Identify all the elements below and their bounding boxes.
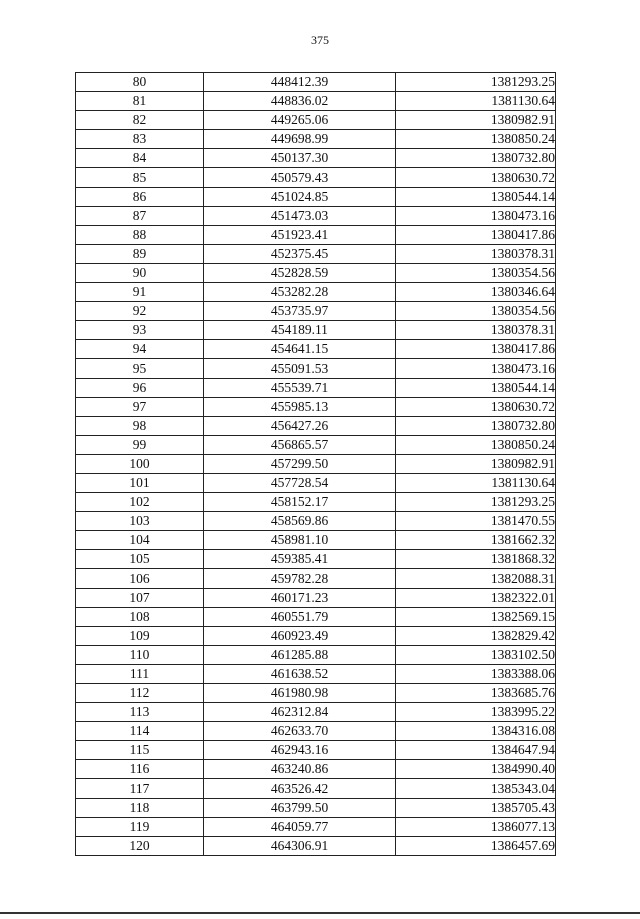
x-coordinate-cell: 460551.79: [204, 607, 396, 626]
table-row: [76, 225, 556, 244]
point-number-cell: 83: [76, 130, 204, 149]
y-coordinate-cell: 1386457.69: [396, 836, 556, 855]
table-row: [76, 512, 556, 531]
table-row: [76, 244, 556, 263]
y-coordinate-cell: 1380354.56: [396, 263, 556, 282]
point-number-cell: 92: [76, 302, 204, 321]
y-coordinate-cell: 1380417.86: [396, 225, 556, 244]
x-coordinate-cell: 458981.10: [204, 531, 396, 550]
point-number-cell: 118: [76, 798, 204, 817]
x-coordinate-cell: 452828.59: [204, 263, 396, 282]
y-coordinate-cell: 1381293.25: [396, 493, 556, 512]
y-coordinate-cell: 1382322.01: [396, 588, 556, 607]
point-number-cell: 105: [76, 550, 204, 569]
x-coordinate-cell: 457299.50: [204, 454, 396, 473]
y-coordinate-cell: 1384647.94: [396, 741, 556, 760]
point-number-cell: 112: [76, 684, 204, 703]
table-row: [76, 340, 556, 359]
point-number-cell: 94: [76, 340, 204, 359]
table-row: [76, 206, 556, 225]
table-row: [76, 283, 556, 302]
x-coordinate-cell: 461638.52: [204, 664, 396, 683]
table-row: [76, 741, 556, 760]
table-row: [76, 493, 556, 512]
x-coordinate-cell: 459782.28: [204, 569, 396, 588]
x-coordinate-cell: 449698.99: [204, 130, 396, 149]
table-row: [76, 435, 556, 454]
y-coordinate-cell: 1383102.50: [396, 645, 556, 664]
y-coordinate-cell: 1384316.08: [396, 722, 556, 741]
y-coordinate-cell: 1386077.13: [396, 817, 556, 836]
x-coordinate-cell: 448836.02: [204, 92, 396, 111]
table-row: [76, 130, 556, 149]
page-bottom-border: [0, 912, 640, 914]
x-coordinate-cell: 464306.91: [204, 836, 396, 855]
point-number-cell: 84: [76, 149, 204, 168]
point-number-cell: 81: [76, 92, 204, 111]
table-row: [76, 454, 556, 473]
table-row: [76, 779, 556, 798]
y-coordinate-cell: 1385705.43: [396, 798, 556, 817]
point-number-cell: 113: [76, 703, 204, 722]
y-coordinate-cell: 1381868.32: [396, 550, 556, 569]
y-coordinate-cell: 1380630.72: [396, 397, 556, 416]
y-coordinate-cell: 1381130.64: [396, 473, 556, 492]
y-coordinate-cell: 1380473.16: [396, 359, 556, 378]
point-number-cell: 103: [76, 512, 204, 531]
y-coordinate-cell: 1383995.22: [396, 703, 556, 722]
point-number-cell: 98: [76, 416, 204, 435]
table-row: [76, 321, 556, 340]
point-number-cell: 97: [76, 397, 204, 416]
x-coordinate-cell: 462633.70: [204, 722, 396, 741]
y-coordinate-cell: 1380850.24: [396, 130, 556, 149]
y-coordinate-cell: 1381130.64: [396, 92, 556, 111]
point-number-cell: 115: [76, 741, 204, 760]
point-number-cell: 88: [76, 225, 204, 244]
point-number-cell: 119: [76, 817, 204, 836]
y-coordinate-cell: 1380378.31: [396, 321, 556, 340]
y-coordinate-cell: 1381470.55: [396, 512, 556, 531]
table-row: [76, 473, 556, 492]
point-number-cell: 107: [76, 588, 204, 607]
point-number-cell: 89: [76, 244, 204, 263]
x-coordinate-cell: 457728.54: [204, 473, 396, 492]
point-number-cell: 91: [76, 283, 204, 302]
y-coordinate-cell: 1380982.91: [396, 454, 556, 473]
point-number-cell: 93: [76, 321, 204, 340]
table-row: [76, 550, 556, 569]
x-coordinate-cell: 454189.11: [204, 321, 396, 340]
x-coordinate-cell: 451923.41: [204, 225, 396, 244]
table-row: [76, 664, 556, 683]
page-number: 375: [311, 33, 329, 47]
point-number-cell: 114: [76, 722, 204, 741]
table-row: [76, 149, 556, 168]
y-coordinate-cell: 1380982.91: [396, 111, 556, 130]
y-coordinate-cell: 1380346.64: [396, 283, 556, 302]
x-coordinate-cell: 450137.30: [204, 149, 396, 168]
y-coordinate-cell: 1383685.76: [396, 684, 556, 703]
x-coordinate-cell: 452375.45: [204, 244, 396, 263]
point-number-cell: 86: [76, 187, 204, 206]
table-row: [76, 684, 556, 703]
point-number-cell: 109: [76, 626, 204, 645]
point-number-cell: 117: [76, 779, 204, 798]
coordinates-table: [75, 72, 556, 856]
table-row: [76, 73, 556, 92]
table-row: [76, 703, 556, 722]
table-row: [76, 722, 556, 741]
x-coordinate-cell: 455539.71: [204, 378, 396, 397]
y-coordinate-cell: 1380417.86: [396, 340, 556, 359]
x-coordinate-cell: 458152.17: [204, 493, 396, 512]
point-number-cell: 96: [76, 378, 204, 397]
x-coordinate-cell: 463799.50: [204, 798, 396, 817]
table-body: [76, 73, 556, 856]
y-coordinate-cell: 1385343.04: [396, 779, 556, 798]
y-coordinate-cell: 1382569.15: [396, 607, 556, 626]
table-row: [76, 111, 556, 130]
table-row: [76, 92, 556, 111]
point-number-cell: 111: [76, 664, 204, 683]
y-coordinate-cell: 1383388.06: [396, 664, 556, 683]
y-coordinate-cell: 1384990.40: [396, 760, 556, 779]
point-number-cell: 99: [76, 435, 204, 454]
point-number-cell: 108: [76, 607, 204, 626]
table-row: [76, 168, 556, 187]
x-coordinate-cell: 455091.53: [204, 359, 396, 378]
point-number-cell: 106: [76, 569, 204, 588]
table-row: [76, 263, 556, 282]
table-row: [76, 397, 556, 416]
y-coordinate-cell: 1381293.25: [396, 73, 556, 92]
y-coordinate-cell: 1380732.80: [396, 416, 556, 435]
point-number-cell: 102: [76, 493, 204, 512]
y-coordinate-cell: 1380473.16: [396, 206, 556, 225]
y-coordinate-cell: 1382088.31: [396, 569, 556, 588]
table-row: [76, 378, 556, 397]
point-number-cell: 95: [76, 359, 204, 378]
x-coordinate-cell: 455985.13: [204, 397, 396, 416]
point-number-cell: 87: [76, 206, 204, 225]
point-number-cell: 80: [76, 73, 204, 92]
table-row: [76, 302, 556, 321]
x-coordinate-cell: 462312.84: [204, 703, 396, 722]
x-coordinate-cell: 460171.23: [204, 588, 396, 607]
y-coordinate-cell: 1381662.32: [396, 531, 556, 550]
point-number-cell: 120: [76, 836, 204, 855]
y-coordinate-cell: 1380630.72: [396, 168, 556, 187]
table-row: [76, 760, 556, 779]
y-coordinate-cell: 1380732.80: [396, 149, 556, 168]
x-coordinate-cell: 461980.98: [204, 684, 396, 703]
table-row: [76, 569, 556, 588]
y-coordinate-cell: 1380354.56: [396, 302, 556, 321]
x-coordinate-cell: 449265.06: [204, 111, 396, 130]
x-coordinate-cell: 459385.41: [204, 550, 396, 569]
point-number-cell: 82: [76, 111, 204, 130]
point-number-cell: 85: [76, 168, 204, 187]
x-coordinate-cell: 456427.26: [204, 416, 396, 435]
table-row: [76, 588, 556, 607]
x-coordinate-cell: 456865.57: [204, 435, 396, 454]
x-coordinate-cell: 462943.16: [204, 741, 396, 760]
table-row: [76, 187, 556, 206]
x-coordinate-cell: 458569.86: [204, 512, 396, 531]
point-number-cell: 90: [76, 263, 204, 282]
x-coordinate-cell: 451473.03: [204, 206, 396, 225]
y-coordinate-cell: 1382829.42: [396, 626, 556, 645]
point-number-cell: 101: [76, 473, 204, 492]
y-coordinate-cell: 1380544.14: [396, 187, 556, 206]
x-coordinate-cell: 450579.43: [204, 168, 396, 187]
x-coordinate-cell: 453282.28: [204, 283, 396, 302]
x-coordinate-cell: 464059.77: [204, 817, 396, 836]
table-row: [76, 359, 556, 378]
x-coordinate-cell: 460923.49: [204, 626, 396, 645]
x-coordinate-cell: 463240.86: [204, 760, 396, 779]
table-row: [76, 817, 556, 836]
x-coordinate-cell: 448412.39: [204, 73, 396, 92]
y-coordinate-cell: 1380378.31: [396, 244, 556, 263]
x-coordinate-cell: 453735.97: [204, 302, 396, 321]
point-number-cell: 100: [76, 454, 204, 473]
table-row: [76, 607, 556, 626]
x-coordinate-cell: 461285.88: [204, 645, 396, 664]
x-coordinate-cell: 451024.85: [204, 187, 396, 206]
point-number-cell: 110: [76, 645, 204, 664]
x-coordinate-cell: 463526.42: [204, 779, 396, 798]
table-row: [76, 836, 556, 855]
table-row: [76, 626, 556, 645]
y-coordinate-cell: 1380850.24: [396, 435, 556, 454]
table-row: [76, 531, 556, 550]
table-row: [76, 416, 556, 435]
point-number-cell: 104: [76, 531, 204, 550]
table-row: [76, 645, 556, 664]
point-number-cell: 116: [76, 760, 204, 779]
y-coordinate-cell: 1380544.14: [396, 378, 556, 397]
x-coordinate-cell: 454641.15: [204, 340, 396, 359]
table-row: [76, 798, 556, 817]
